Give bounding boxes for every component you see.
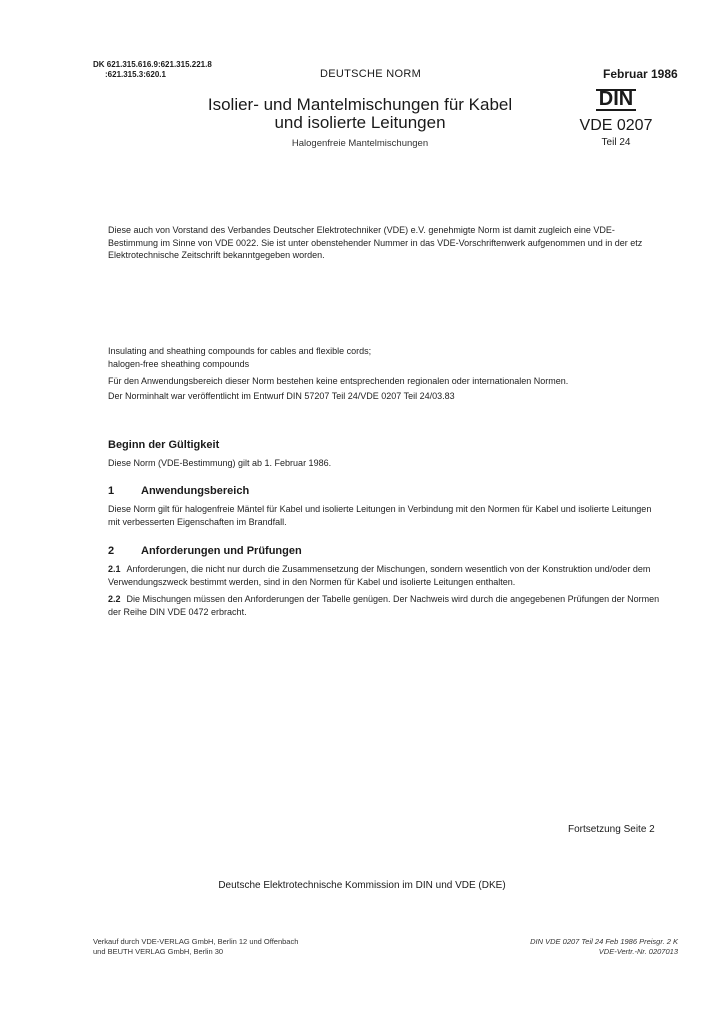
section-2-2 <box>108 593 664 618</box>
dke-commission: Deutsche Elektrotechnische Kommission im DIN und VDE (DKE) <box>218 880 506 891</box>
regional-note: Für den Anwendungsbereich dieser Norm bestehen keine entsprechenden regionalen oder internationalen Normen. <box>108 376 569 386</box>
document-title <box>180 96 540 132</box>
section-2-1-text: Anforderungen, die nicht nur durch die Zusammensetzung der Mischungen, sondern wesentlich von der Konstruktion und/oder dem Verwendungszweck bestimmt werden, sind in den Normen für Kabel und isolierte Leitungen enthalten. <box>108 564 651 587</box>
continued-on-page: Fortsetzung Seite 2 <box>568 824 655 835</box>
section-1-text: Diese Norm gilt für halogenfreie Mäntel für Kabel und isolierte Leitungen in Verbindung mit den Normen für Kabel und isolierte Leitungen mit verbesserten Eigenschaften im Brandfall. <box>108 504 652 527</box>
section-2-1-number: 2.1 <box>108 564 121 574</box>
section-2-title: Anforderungen und Prüfungen <box>141 545 302 557</box>
dk-line-1: DK 621.315.616.9:621.315.221.8 <box>93 60 212 69</box>
validity-text: Diese Norm (VDE-Bestimmung) gilt ab 1. Februar 1986. <box>108 458 332 468</box>
section-1-title: Anwendungsbereich <box>141 485 250 497</box>
validity-heading: Beginn der Gültigkeit <box>108 439 220 451</box>
publisher-footer <box>93 937 298 957</box>
issue-date: Februar 1986 <box>603 67 678 81</box>
document-subtitle: Halogenfreie Mantelmischungen <box>291 138 429 149</box>
section-2-number: 2 <box>108 545 115 557</box>
reference-line-2: VDE-Vertr.-Nr. 0207013 <box>598 947 678 956</box>
title-line-2: und isolierte Leitungen <box>274 113 446 132</box>
english-title-line-1: Insulating and sheathing compounds for cables and flexible cords; <box>108 346 372 356</box>
draft-note: Der Norminhalt war veröffentlicht im Entwurf DIN 57207 Teil 24/VDE 0207 Teil 24/03.83 <box>108 391 455 401</box>
publisher-line-2: und BEUTH VERLAG GmbH, Berlin 30 <box>93 947 224 956</box>
publisher-line-1: Verkauf durch VDE-VERLAG GmbH, Berlin 12 und Offenbach <box>93 937 299 946</box>
section-2-2-number: 2.2 <box>108 594 121 604</box>
norm-label: DEUTSCHE NORM <box>320 68 422 80</box>
intro-paragraph: Diese auch von Vorstand des Verbandes Deutscher Elektrotechniker (VDE) e.V. genehmigte Norm ist damit zugleich eine VDE-Bestimmung im Sinne von VDE 0022. Sie ist unter obenstehender Nummer in das VDE-Vorschriftenwerk aufgenommen und in der etz Elektrotechnische Zeitschrift bekanntgegeben worden. <box>108 225 643 260</box>
vde-number: VDE 0207 <box>579 117 653 134</box>
reference-line-1: DIN VDE 0207 Teil 24 Feb 1986 Preisgr. 2 K <box>530 937 678 946</box>
section-1-number: 1 <box>108 485 115 497</box>
title-line-1: Isolier- und Mantelmischungen für Kabel <box>207 95 513 114</box>
document-reference-footer <box>460 937 678 957</box>
english-title-line-2: halogen-free sheathing compounds <box>108 358 250 369</box>
section-2-2-text: Die Mischungen müssen den Anforderungen der Tabelle genügen. Der Nachweis wird durch die angegebenen Prüfungen der Normen der Reihe DIN VDE 0472 erbracht. <box>108 594 660 617</box>
dk-line-2: :621.315.3:620.1 <box>105 70 166 79</box>
section-2-1 <box>108 563 664 588</box>
part-number: Teil 24 <box>601 137 631 148</box>
dk-classification <box>93 60 212 80</box>
din-logo: DIN <box>596 89 636 111</box>
english-title <box>108 345 664 370</box>
